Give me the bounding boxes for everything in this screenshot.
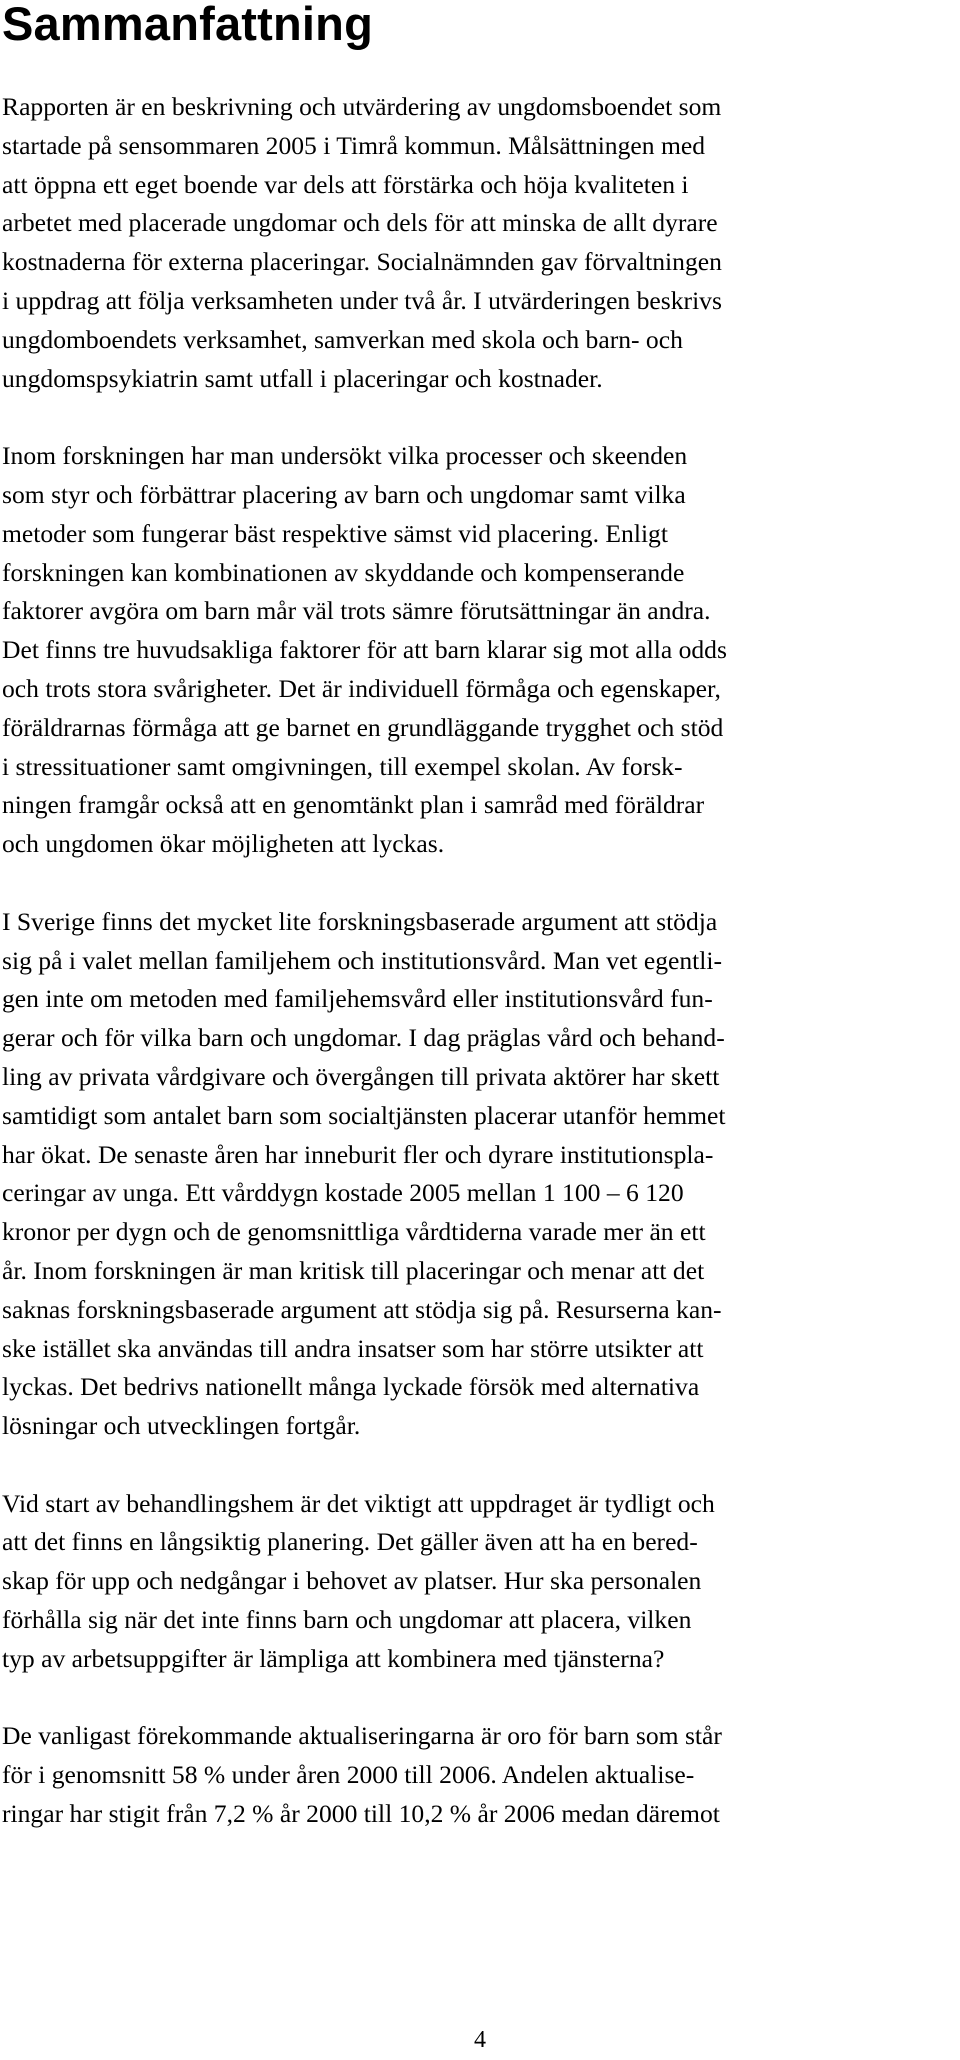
text-line: föräldrarnas förmåga att ge barnet en grundläggande trygghet och stöd: [2, 712, 724, 742]
text-line: och ungdomen ökar möjligheten att lyckas.: [2, 829, 445, 859]
text-line: ringar har stigit från 7,2 % år 2000 till 10,2 % år 2006 medan däremot: [2, 1799, 720, 1829]
paragraph: [2, 903, 956, 1446]
text-line: i stressituationer samt omgivningen, till exempel skolan. Av forsk-: [2, 751, 683, 781]
text-line: sig på i valet mellan familjehem och institutionsvård. Man vet egentli-: [2, 945, 722, 975]
text-line: De vanligast förekommande aktualiseringarna är oro för barn som står: [2, 1721, 722, 1751]
text-line: samtidigt som antalet barn som socialtjänsten placerar utanför hemmet: [2, 1100, 726, 1130]
text-line: ling av privata vårdgivare och övergången till privata aktörer har skett: [2, 1061, 720, 1091]
text-line: gen inte om metoden med familjehemsvård eller institutionsvård fun-: [2, 984, 713, 1014]
text-line: att det finns en långsiktig planering. Det gäller även att ha en bered-: [2, 1527, 698, 1557]
text-line: kronor per dygn och de genomsnittliga vårdtiderna varade mer än ett: [2, 1217, 706, 1247]
text-line: skap för upp och nedgångar i behovet av platser. Hur ska personalen: [2, 1566, 702, 1596]
text-line: startade på sensommaren 2005 i Timrå kommun. Målsättningen med: [2, 130, 706, 160]
text-line: I Sverige finns det mycket lite forskningsbaserade argument att stödja: [2, 906, 718, 936]
text-line: typ av arbetsuppgifter är lämpliga att kombinera med tjänsterna?: [2, 1643, 665, 1673]
text-line: arbetet med placerade ungdomar och dels för att minska de allt dyrare: [2, 208, 718, 238]
text-line: för i genomsnitt 58 % under åren 2000 till 2006. Andelen aktualise-: [2, 1760, 695, 1790]
text-line: ungdomspsykiatrin samt utfall i placeringar och kostnader.: [2, 363, 603, 393]
text-line: som styr och förbättrar placering av barn och ungdomar samt vilka: [2, 479, 686, 509]
text-line: Vid start av behandlingshem är det viktigt att uppdraget är tydligt och: [2, 1488, 715, 1518]
text-line: Det finns tre huvudsakliga faktorer för att barn klarar sig mot alla odds: [2, 635, 727, 665]
text-line: faktorer avgöra om barn mår väl trots sämre förutsättningar än andra.: [2, 596, 711, 626]
paragraph: [2, 1485, 956, 1679]
paragraph: [2, 437, 956, 864]
text-line: att öppna ett eget boende var dels att förstärka och höja kvaliteten i: [2, 169, 689, 199]
paragraph: [2, 1717, 956, 1833]
text-line: saknas forskningsbaserade argument att stödja sig på. Resurserna kan-: [2, 1294, 722, 1324]
text-line: Rapporten är en beskrivning och utvärdering av ungdomsboendet som: [2, 92, 722, 121]
text-line: ceringar av unga. Ett vårddygn kostade 2005 mellan 1 100 – 6 120: [2, 1178, 684, 1208]
paragraph: [2, 88, 956, 398]
text-line: lösningar och utvecklingen fortgår.: [2, 1411, 361, 1441]
text-line: och trots stora svårigheter. Det är individuell förmåga och egenskaper,: [2, 673, 721, 703]
text-line: forskningen kan kombinationen av skyddande och kompenserande: [2, 557, 685, 587]
body-text: [2, 88, 956, 1873]
text-line: i uppdrag att följa verksamheten under två år. I utvärderingen beskrivs: [2, 285, 722, 315]
text-line: har ökat. De senaste åren har inneburit fler och dyrare institutionspla-: [2, 1139, 714, 1169]
text-line: kostnaderna för externa placeringar. Socialnämnden gav förvaltningen: [2, 247, 722, 277]
text-line: metoder som fungerar bäst respektive sämst vid placering. Enligt: [2, 518, 668, 548]
text-line: förhålla sig när det inte finns barn och ungdomar att placera, vilken: [2, 1605, 692, 1635]
text-line: gerar och för vilka barn och ungdomar. I dag präglas vård och behand-: [2, 1023, 725, 1053]
text-line: ungdomboendets verksamhet, samverkan med skola och barn- och: [2, 324, 683, 354]
page-title: Sammanfattning: [2, 0, 373, 50]
text-line: år. Inom forskningen är man kritisk till placeringar och menar att det: [2, 1255, 705, 1285]
text-line: ningen framgår också att en genomtänkt plan i samråd med föräldrar: [2, 790, 705, 820]
text-line: ske istället ska användas till andra insatser som har större utsikter att: [2, 1333, 704, 1363]
text-line: lyckas. Det bedrivs nationellt många lyckade försök med alternativa: [2, 1372, 700, 1402]
text-line: Inom forskningen har man undersökt vilka processer och skeenden: [2, 441, 688, 471]
page-number: 4: [474, 2027, 486, 2053]
